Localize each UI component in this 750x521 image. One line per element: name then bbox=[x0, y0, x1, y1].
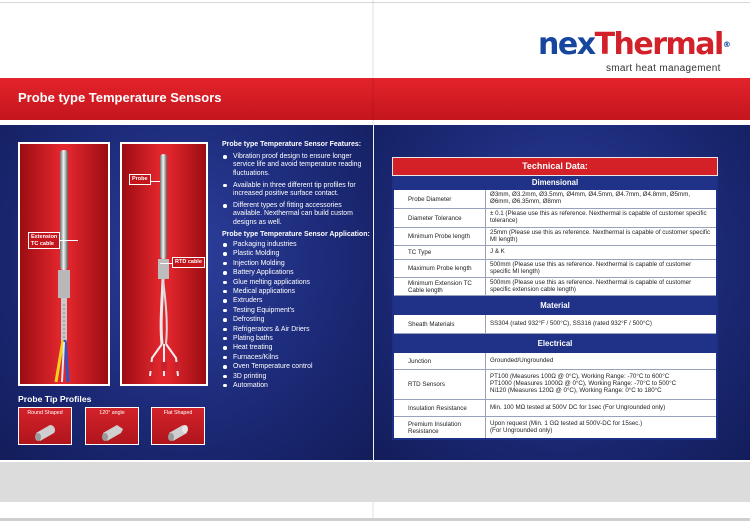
probe-callout-line bbox=[150, 181, 160, 182]
tip-round-shaped bbox=[18, 407, 72, 445]
features-list bbox=[222, 153, 370, 227]
row-label: TC Type bbox=[394, 246, 486, 259]
table-row bbox=[394, 315, 716, 334]
row-value: 500mm (Please use this as reference. Nexthermal is capable of customer specific extension cable length) bbox=[490, 278, 692, 293]
row-value: Grounded/Ungrounded bbox=[490, 356, 554, 364]
table-row bbox=[394, 209, 716, 228]
tip-label: Flat Shaped bbox=[163, 410, 193, 416]
extension-tc-cable-callout bbox=[28, 232, 60, 249]
row-value: Upon request (Min. 1 GΩ tested at 500V-DC for 15sec.) (For Ungrounded only) bbox=[490, 419, 643, 434]
row-label: RTD Sensors bbox=[394, 370, 486, 399]
extension-callout-line1: Extension bbox=[31, 234, 58, 240]
logo-text-thermal: Thermal bbox=[594, 27, 723, 62]
tip-label: Round Shaped bbox=[27, 410, 63, 416]
top-rule bbox=[0, 2, 750, 3]
row-value: 25mm (Please use this as reference. Nexthermal is capable of customer specific MI length) bbox=[490, 228, 711, 243]
feature-item: Different types of fitting accessories available. Nexthermal can build custom designs as well. bbox=[222, 202, 370, 227]
bottom-grey-band bbox=[0, 462, 750, 502]
nexthermal-logo bbox=[538, 27, 738, 78]
application-item: 3D printing bbox=[222, 373, 370, 381]
row-label: Maximum Probe length bbox=[394, 260, 486, 277]
table-row bbox=[394, 228, 716, 246]
technical-data-body bbox=[392, 176, 718, 440]
extension-callout-line2: TC cable bbox=[31, 240, 54, 247]
application-item: Furnaces/Kilns bbox=[222, 354, 370, 362]
probe-callout: Probe bbox=[129, 174, 151, 185]
page-title: Probe type Temperature Sensors bbox=[18, 90, 222, 105]
tip-label: 120° angle bbox=[99, 410, 125, 416]
application-item: Medical applications bbox=[222, 288, 370, 296]
row-value: 500mm (Please use this as reference. Nexthermal is capable of customer specific MI length) bbox=[490, 260, 692, 275]
table-row bbox=[394, 417, 716, 438]
row-value: PT100 (Measures 100Ω @ 0°C), Working Range: -70°C to 600°C PT1000 (Measures 1000Ω @ 0°C), Working Range: -70°C to 500°C Ni120 (Measures 120Ω @ 0°C), Working Range: 0°C to 180°C bbox=[490, 373, 677, 394]
row-label: Insulation Resistance bbox=[394, 400, 486, 416]
technical-data-title: Technical Data: bbox=[392, 157, 718, 176]
application-item: Glue melting applications bbox=[222, 279, 370, 287]
tip-120-angle bbox=[85, 407, 139, 445]
table-row bbox=[394, 278, 716, 296]
table-row bbox=[394, 190, 716, 209]
row-label: Premium Insulation Resistance bbox=[394, 417, 486, 438]
application-item: Battery Applications bbox=[222, 269, 370, 277]
applications-list bbox=[222, 241, 370, 390]
row-label: Probe Diameter bbox=[394, 190, 486, 208]
table-row bbox=[394, 246, 716, 260]
tip-flat-shaped bbox=[151, 407, 205, 445]
row-value: Ø3mm, Ø3.2mm, Ø3.5mm, Ø4mm, Ø4.5mm, Ø4.7mm, Ø4.8mm, Ø5mm, Ø6mm, Ø6.35mm, Ø8mm bbox=[490, 191, 691, 205]
registered-mark: ® bbox=[722, 40, 730, 49]
application-item: Plating baths bbox=[222, 335, 370, 343]
table-row bbox=[394, 370, 716, 400]
row-label: Minimum Extension TC Cable length bbox=[394, 278, 486, 295]
logo-wordmark bbox=[538, 27, 738, 62]
table-row bbox=[394, 353, 716, 370]
table-row bbox=[394, 400, 716, 417]
application-item: Injection Molding bbox=[222, 260, 370, 268]
features-column bbox=[222, 141, 370, 391]
row-value: J & K bbox=[490, 248, 505, 256]
application-item: Testing Equipment's bbox=[222, 307, 370, 315]
round-tip-icon bbox=[34, 421, 58, 441]
application-item: Refrigerators & Air Driers bbox=[222, 326, 370, 334]
logo-tagline: smart heat management bbox=[606, 63, 721, 74]
row-label: Minimum Probe length bbox=[394, 228, 486, 245]
application-item: Defrosting bbox=[222, 316, 370, 324]
section-dimensional: Dimensional bbox=[394, 176, 716, 190]
applications-heading: Probe type Temperature Sensor Application: bbox=[222, 230, 370, 238]
rtd-callout-line bbox=[160, 263, 172, 264]
application-item: Extruders bbox=[222, 297, 370, 305]
application-item: Oven Temperature control bbox=[222, 363, 370, 371]
feature-item: Available in three different tip profiles for increased positive surface contact. bbox=[222, 182, 370, 198]
application-item: Heat treating bbox=[222, 344, 370, 352]
page-spine bbox=[372, 0, 374, 521]
row-value: Min. 100 MΩ tested at 500V DC for 1sec (For Ungrounded only) bbox=[490, 403, 666, 411]
row-label: Sheath Materials bbox=[394, 315, 486, 333]
application-item: Automation bbox=[222, 382, 370, 390]
row-value: SS304 (rated 932°F / 500°C), SS316 (rated 932°F / 500°C) bbox=[490, 319, 652, 327]
features-heading: Probe type Temperature Sensor Features: bbox=[222, 141, 362, 148]
angle-tip-icon bbox=[101, 421, 125, 441]
rtd-cable-callout: RTD cable bbox=[172, 257, 205, 268]
feature-item: Vibration proof design to ensure longer service life and avoid temperature reading fluctuations. bbox=[222, 153, 370, 178]
row-value: ± 0.1 (Please use this as reference. Nexthermal is capable of customer specific tolerance) bbox=[490, 210, 707, 224]
row-label: Junction bbox=[394, 353, 486, 369]
application-item: Packaging industries bbox=[222, 241, 370, 249]
thermocouple-probe-illustration bbox=[20, 144, 108, 384]
tip-profiles-heading: Probe Tip Profiles bbox=[18, 394, 92, 404]
table-row bbox=[394, 260, 716, 278]
extension-callout-line bbox=[58, 240, 78, 241]
section-electrical: Electrical bbox=[394, 334, 716, 353]
flat-tip-icon bbox=[167, 421, 191, 441]
technical-data-table bbox=[392, 157, 718, 440]
logo-text-nex: nex bbox=[538, 27, 595, 62]
row-label: Diameter Tolerance bbox=[394, 209, 486, 227]
extension-probe-image bbox=[18, 142, 110, 386]
section-material: Material bbox=[394, 296, 716, 315]
application-item: Plastic Molding bbox=[222, 250, 370, 258]
